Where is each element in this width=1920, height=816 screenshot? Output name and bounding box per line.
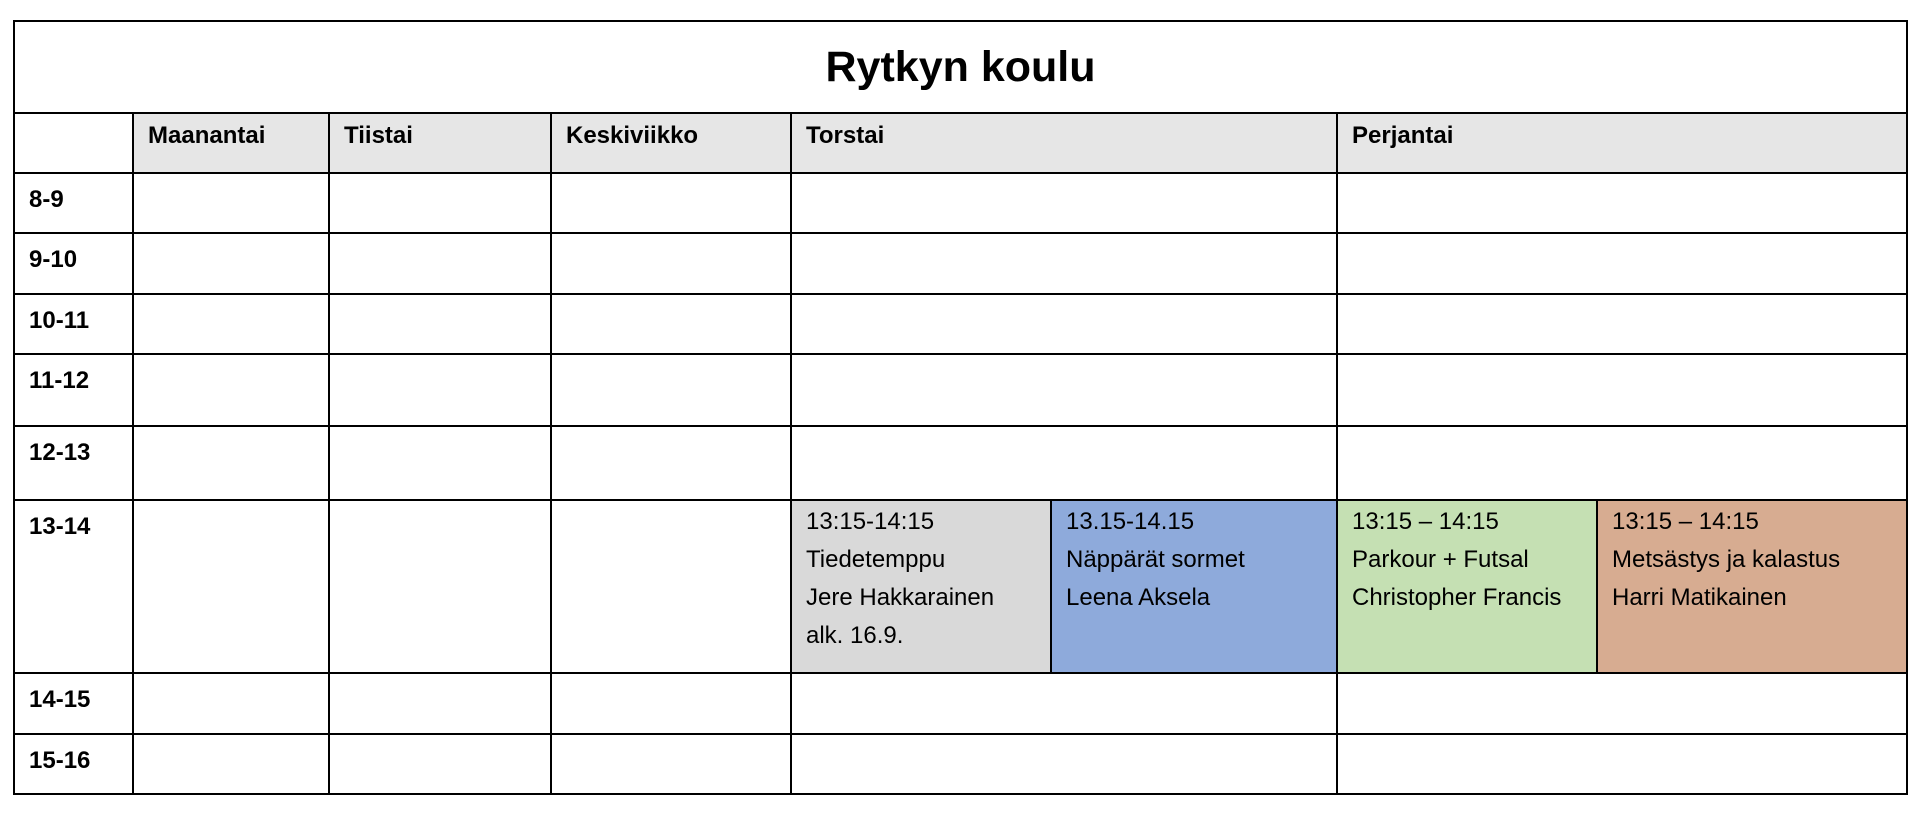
hour-label: 8-9 [14, 173, 133, 233]
slot-cell [791, 294, 1337, 354]
table-row [14, 500, 1907, 673]
header-row [14, 113, 1907, 173]
slot-cell [133, 426, 329, 500]
table-row [14, 173, 1907, 233]
hour-label: 9-10 [14, 233, 133, 294]
slot-cell [551, 673, 791, 734]
activity-teacher: Christopher Francis [1352, 584, 1562, 611]
timetable [13, 20, 1906, 796]
slot-cell [551, 173, 791, 233]
slot-cell [133, 354, 329, 426]
slot-cell [329, 500, 551, 673]
table-row [14, 673, 1907, 734]
activity-napparat-sormet [1051, 500, 1337, 673]
day-header-maanantai: Maanantai [133, 113, 329, 173]
activity-teacher: Harri Matikainen [1612, 584, 1787, 611]
slot-cell [791, 173, 1337, 233]
slot-cell [329, 426, 551, 500]
slot-cell [551, 294, 791, 354]
hour-label: 11-12 [14, 354, 133, 426]
day-header-perjantai: Perjantai [1337, 113, 1907, 173]
schedule-table [13, 20, 1908, 795]
activity-tiedetemppu [791, 500, 1051, 673]
corner-cell [14, 113, 133, 173]
activity-name: Parkour + Futsal [1352, 546, 1529, 573]
slot-cell [1337, 233, 1907, 294]
slot-cell [1337, 294, 1907, 354]
hour-label: 15-16 [14, 734, 133, 794]
slot-cell [1337, 173, 1907, 233]
slot-cell [133, 734, 329, 794]
table-row [14, 354, 1907, 426]
slot-cell [329, 173, 551, 233]
slot-cell [551, 233, 791, 294]
day-header-tiistai: Tiistai [329, 113, 551, 173]
activity-time: 13:15 – 14:15 [1352, 508, 1499, 535]
slot-cell [551, 734, 791, 794]
hour-label: 12-13 [14, 426, 133, 500]
hour-label: 10-11 [14, 294, 133, 354]
slot-cell [791, 233, 1337, 294]
page-title: Rytkyn koulu [14, 21, 1907, 113]
slot-cell [791, 354, 1337, 426]
slot-cell [133, 233, 329, 294]
activity-name: Metsästys ja kalastus [1612, 546, 1841, 573]
table-row [14, 233, 1907, 294]
slot-cell [1337, 673, 1907, 734]
table-row [14, 294, 1907, 354]
slot-cell [791, 673, 1337, 734]
table-row [14, 734, 1907, 794]
table-row [14, 426, 1907, 500]
activity-teacher: Jere Hakkarainen [806, 584, 995, 611]
activity-time: 13:15 – 14:15 [1612, 508, 1759, 535]
slot-cell [329, 734, 551, 794]
slot-cell [329, 673, 551, 734]
slot-cell [133, 294, 329, 354]
slot-cell [791, 426, 1337, 500]
activity-name: Tiedetemppu [806, 546, 946, 573]
slot-cell [551, 354, 791, 426]
activity-time: 13.15-14.15 [1066, 508, 1195, 535]
activity-name: Näppärät sormet [1066, 546, 1245, 573]
slot-cell [133, 500, 329, 673]
activity-time: 13:15-14:15 [806, 508, 935, 535]
slot-cell [133, 173, 329, 233]
activity-parkour-futsal [1337, 500, 1597, 673]
slot-cell [1337, 354, 1907, 426]
slot-cell [133, 673, 329, 734]
slot-cell [329, 354, 551, 426]
slot-cell [1337, 734, 1907, 794]
activity-metsastys-kalastus [1597, 500, 1907, 673]
day-header-torstai: Torstai [791, 113, 1337, 173]
slot-cell [329, 233, 551, 294]
slot-cell [551, 426, 791, 500]
slot-cell [791, 734, 1337, 794]
day-header-keskiviikko: Keskiviikko [551, 113, 791, 173]
activity-teacher: Leena Aksela [1066, 584, 1211, 611]
hour-label: 14-15 [14, 673, 133, 734]
slot-cell [551, 500, 791, 673]
slot-cell [1337, 426, 1907, 500]
activity-note: alk. 16.9. [806, 622, 904, 649]
hour-label: 13-14 [14, 500, 133, 673]
slot-cell [329, 294, 551, 354]
